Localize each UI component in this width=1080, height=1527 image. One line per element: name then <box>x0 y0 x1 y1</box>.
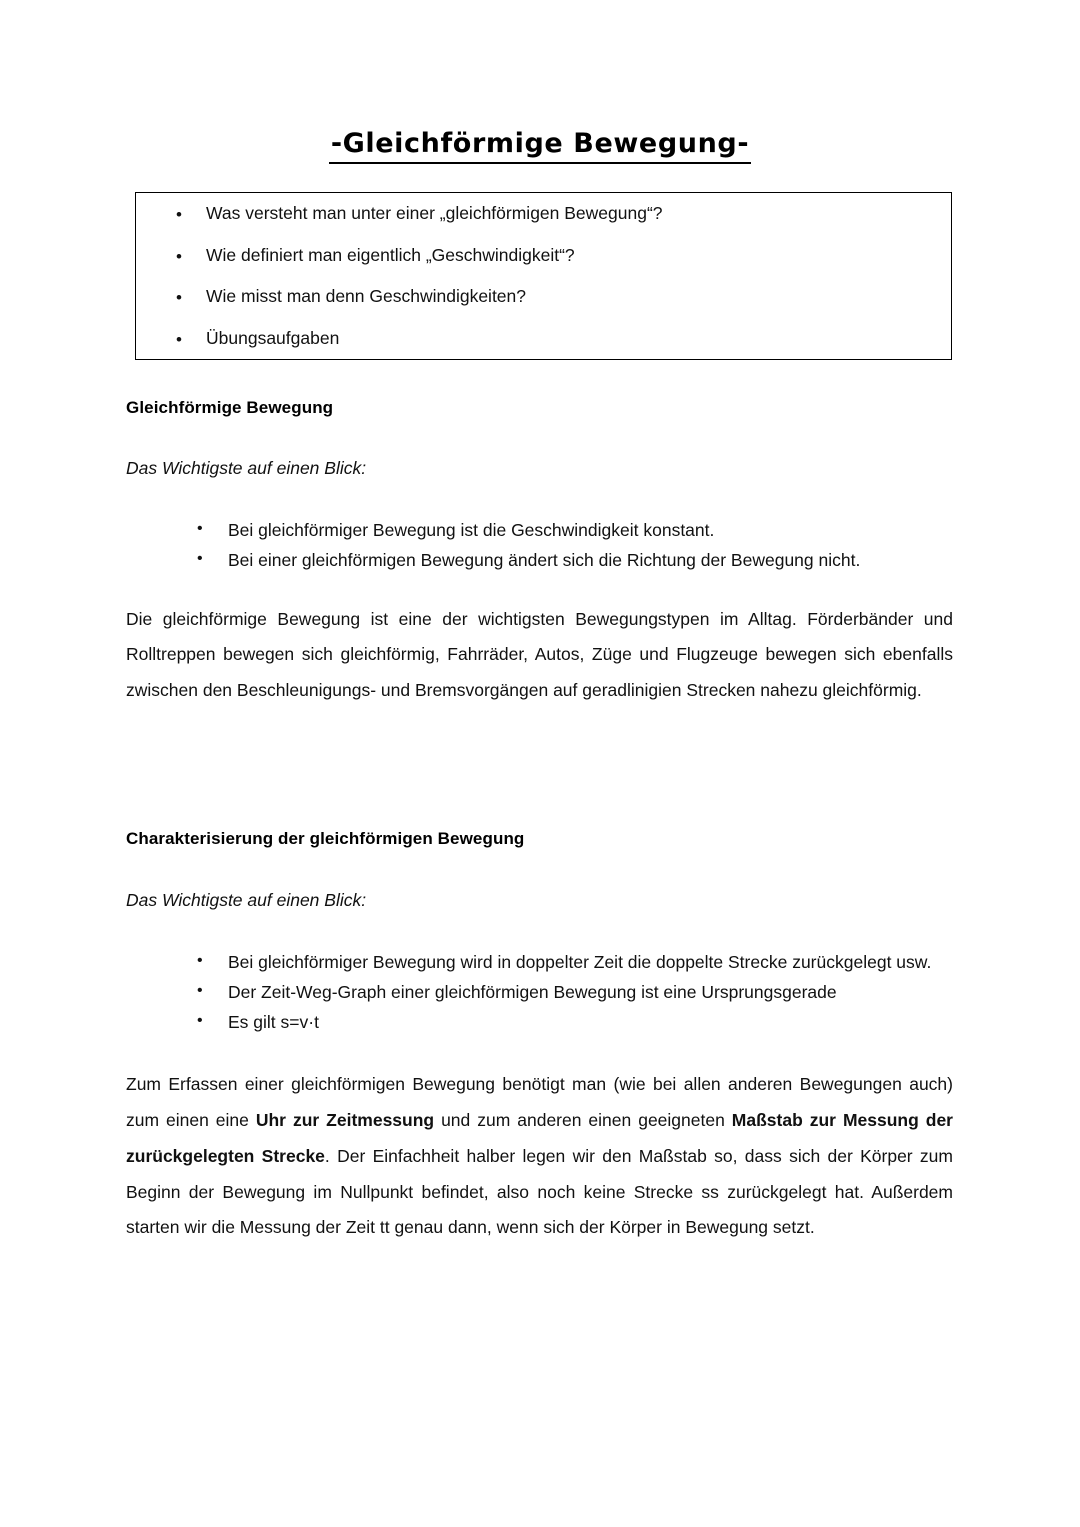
section-heading-two: Charakterisierung der gleichförmigen Bewegung <box>126 829 525 849</box>
section-two-lead: Das Wichtigste auf einen Blick: <box>126 889 367 910</box>
spacer <box>126 418 953 458</box>
list-item-label: Was versteht man unter einer „gleichförmigen Bewegung“? <box>206 203 663 223</box>
bullet-icon: • <box>176 329 182 349</box>
list-item <box>126 1007 953 1037</box>
list-item <box>126 515 953 545</box>
bullet-icon: • <box>176 205 182 224</box>
bullet-icon: • <box>197 981 203 999</box>
spacer <box>126 479 953 515</box>
list-item-label: Wie definiert man eigentlich „Geschwindigkeit“? <box>206 244 575 265</box>
list-item-label: Bei gleichförmiger Bewegung wird in doppelter Zeit die doppelte Strecke zurückgelegt usw. <box>228 951 932 972</box>
section-one-paragraph: Die gleichförmige Bewegung ist eine der wichtigsten Bewegungstypen im Alltag. Förderbänder und Rolltreppen bewegen sich gleichförmig, Fahrräder, Autos, Züge und Flugzeuge bewegen sich ebenfalls zwischen den Beschleunigungs- und Bremsvorgängen auf geradlinigien Strecken nahezu gleichförmig. <box>126 608 953 701</box>
question-box <box>135 192 952 360</box>
list-item-label: Es gilt s=v·t <box>228 1011 319 1032</box>
spacer <box>126 850 953 890</box>
list-item-label: Wie misst man denn Geschwindigkeiten? <box>206 286 527 306</box>
document-body <box>126 398 953 1246</box>
page-title-text: -Gleichförmige Bewegung- <box>329 129 751 164</box>
paragraph-run-2: und zum anderen einen geeigneten <box>434 1109 732 1130</box>
bullet-icon: • <box>197 520 203 538</box>
list-item <box>136 327 951 349</box>
spacer <box>126 576 953 602</box>
spacer <box>126 709 953 829</box>
paragraph-run-1: Zum Erfassen einer gleichförmigen Bewegung benötigt man (wie bei allen anderen Bewegungen auch) zum einen eine <box>126 1073 953 1130</box>
list-item-label: Der Zeit-Weg-Graph einer gleichförmigen Bewegung ist eine Ursprungsgerade <box>228 981 837 1002</box>
section-one-bullets <box>126 515 953 575</box>
paragraph-bold-1: Uhr zur Zeitmessung <box>255 1109 435 1130</box>
bullet-icon: • <box>176 246 182 266</box>
section-two-bullets <box>126 947 953 1037</box>
question-list <box>136 205 951 347</box>
page-title <box>0 128 1080 164</box>
list-item <box>126 977 953 1007</box>
bullet-icon: • <box>176 288 182 307</box>
bullet-icon: • <box>197 550 203 568</box>
section-one-lead: Das Wichtigste auf einen Blick: <box>126 458 367 479</box>
paragraph-bold-2: Maßstab zur Messung der zurückgelegten Strecke <box>126 1109 953 1166</box>
list-item-label: Bei gleichförmiger Bewegung ist die Geschwindigkeit konstant. <box>228 520 715 541</box>
list-item <box>136 288 951 306</box>
paragraph-run-3: . Der Einfachheit halber legen wir den Maßstab so, dass sich der Körper zum Beginn der Bewegung im Nullpunkt befindet, also noch keine Strecke ss zurückgelegt hat. Außerdem starten wir die Messung der Zeit tt genau dann, wenn sich der Körper in Bewegung setzt. <box>126 1145 953 1238</box>
bullet-icon: • <box>197 1011 203 1029</box>
list-item <box>136 205 951 223</box>
list-item-label: Übungsaufgaben <box>206 327 340 348</box>
list-item <box>136 244 951 266</box>
bullet-icon: • <box>197 951 203 969</box>
list-item-label: Bei einer gleichförmigen Bewegung ändert sich die Richtung der Bewegung nicht. <box>228 550 861 571</box>
list-item <box>126 947 953 977</box>
list-item <box>126 545 953 575</box>
spacer <box>126 1037 953 1067</box>
spacer <box>126 911 953 947</box>
section-two-paragraph <box>126 1067 953 1246</box>
section-heading-one: Gleichförmige Bewegung <box>126 398 334 417</box>
